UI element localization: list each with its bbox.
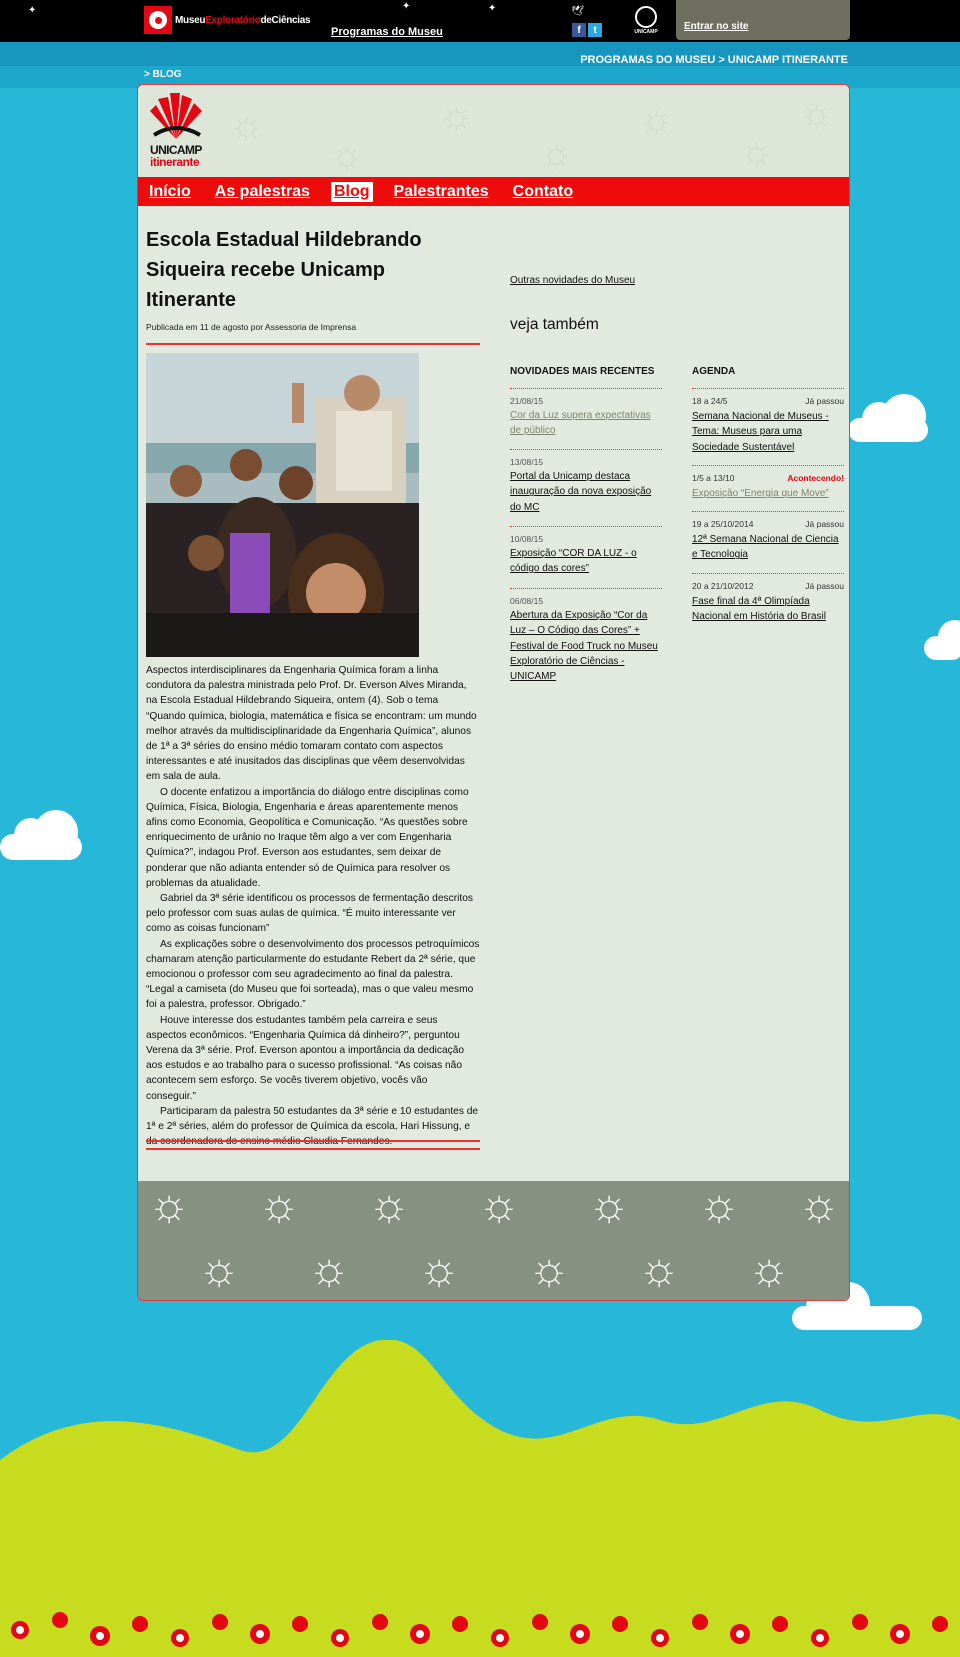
sun-pattern-icon: ☼ <box>368 1178 411 1230</box>
divider <box>692 388 844 389</box>
top-bar <box>0 0 960 42</box>
logo-line1: UNICAMP <box>150 143 202 157</box>
news-item <box>510 457 662 515</box>
article-meta: Publicada em 11 de agosto por Assessoria de Imprensa <box>146 322 357 332</box>
divider <box>692 511 844 512</box>
login-box <box>676 0 850 40</box>
divider <box>510 526 662 527</box>
sun-pattern-icon: ☼ <box>148 1178 191 1230</box>
login-link[interactable]: Entrar no site <box>684 21 749 32</box>
divider <box>146 343 480 345</box>
star-icon: ✦ <box>28 5 37 16</box>
agenda-status: Acontecendo! <box>787 473 844 483</box>
sun-pattern-icon: ☼ <box>638 1242 681 1294</box>
article-photo <box>146 353 419 657</box>
sun-pattern-icon: ☼ <box>478 1178 521 1230</box>
unicamp-sun-icon <box>635 6 657 28</box>
agenda-date: 20 a 21/10/2012 <box>692 581 754 591</box>
museu-logo[interactable] <box>144 6 310 34</box>
cloud <box>792 1306 922 1330</box>
news-link[interactable]: Portal da Unicamp destaca inauguração da nova exposição do MC <box>510 471 652 513</box>
news-link[interactable]: Abertura da Exposição “Cor da Luz – O Código das Cores” + Festival de Food Truck no Museu Exploratório de Ciências - UNICAMP <box>510 610 658 683</box>
sun-pattern-icon: ☼ <box>528 1242 571 1294</box>
article-paragraph: Houve interesse dos estudantes também pela carreira e seus aspectos econômicos. “Engenharia Química dá dinheiro?”, perguntou Verena da 3ª série. Prof. Everson apontou a importância da dedicação aos estudos e ao trabalho para o sucesso profissional. “As coisas não acontecem sem esforço. Se vocês tiverem objetivo, vocês vão conseguir.” <box>146 1014 465 1102</box>
veja-tambem-heading: veja também <box>510 316 599 333</box>
main-nav <box>138 177 849 206</box>
divider <box>692 573 844 574</box>
divider <box>510 588 662 589</box>
nav-as-palestras[interactable]: As palestras <box>214 182 310 200</box>
divider <box>146 1148 480 1150</box>
sun-pattern-icon: ☼ <box>258 1178 301 1230</box>
panel-header <box>138 85 849 177</box>
divider <box>510 449 662 450</box>
sun-pattern-icon: ☼ <box>798 1178 841 1230</box>
news-date: 13/08/15 <box>510 457 544 467</box>
nav-palestrantes[interactable]: Palestrantes <box>393 182 489 200</box>
article-paragraph: Participaram da palestra 50 estudantes da 3ª série e 10 estudantes de 1ª e 2ª séries, além do professor de Química da escola, Hari Hissung, e <box>146 1105 479 1133</box>
article-paragraph: As explicações sobre o desenvolvimento dos processos petroquímicos chamaram atenção particularmente do estudante Rebert da 2ª série, que emocionou o professor com seu agradecimento ao final da palestra. “Legal a camiseta (do Museu que foi sorteada), mas o que valeu mesmo foi a palestra, professor. Obrigado.” <box>146 938 480 1011</box>
agenda-link[interactable]: Exposição “Energia que Move” <box>692 488 829 499</box>
unicamp-itinerante-logo[interactable] <box>144 91 208 171</box>
agenda-status: Já passou <box>805 519 844 529</box>
sun-pattern-icon: ☼ <box>638 97 675 141</box>
sun-pattern-icon: ☼ <box>738 129 775 173</box>
cloud <box>924 636 960 660</box>
students-photo-image <box>146 353 419 657</box>
bird-icon: 🕊 <box>571 6 584 17</box>
nav-contato[interactable]: Contato <box>512 182 574 200</box>
star-icon: ✦ <box>488 3 497 14</box>
divider <box>146 1140 480 1142</box>
social-links <box>572 23 602 37</box>
agenda-status: Já passou <box>805 396 844 406</box>
facebook-icon[interactable]: f <box>572 23 586 37</box>
article-paragraph: Aspectos interdisciplinares da Engenharia Química foram a linha condutora da palestra ministrada pelo Prof. Dr. Everson Alves Miranda, na Escola Estadual Hildebrando Siqueira, ontem (4). Sob o tema “Quando química, biologia, matemática e física se encontram: um mundo melhor através da multidisciplinaridade da Engenharia Química”, alunos de 1ª a 3ª séries do ensino médio tomaram contato com aspectos interessantes e até inusitados das disciplinas que vêem desenvolvidas em sala de aula. <box>146 665 477 783</box>
sun-pattern-icon: ☼ <box>308 1242 351 1294</box>
agenda-item <box>692 519 844 563</box>
divider <box>510 388 662 389</box>
nav-blog[interactable]: Blog <box>331 182 373 202</box>
news-item <box>510 596 662 684</box>
news-item <box>510 534 662 577</box>
panel-footer <box>138 1178 849 1301</box>
news-date: 06/08/15 <box>510 596 544 606</box>
unicamp-label: UNICAMP <box>634 29 658 35</box>
novidades-heading: NOVIDADES MAIS RECENTES <box>510 366 655 377</box>
sun-pattern-icon: ☼ <box>798 91 835 135</box>
breadcrumb[interactable]: PROGRAMAS DO MUSEU > UNICAMP ITINERANTE <box>580 54 848 66</box>
sun-pattern-icon: ☼ <box>698 1178 741 1230</box>
cloud <box>848 418 928 442</box>
star-icon: ✦ <box>402 1 411 12</box>
sun-pattern-icon: ☼ <box>538 131 575 175</box>
landscape-illustration <box>0 1340 960 1657</box>
sun-pattern-icon: ☼ <box>418 1242 461 1294</box>
sun-pattern-icon: ☼ <box>748 1242 791 1294</box>
outras-novidades-link[interactable]: Outras novidades do Museu <box>510 275 636 286</box>
sub-breadcrumb[interactable]: > BLOG <box>144 69 182 80</box>
programas-link[interactable]: Programas do Museu <box>331 26 443 38</box>
cloud <box>0 834 82 860</box>
nav-inicio[interactable]: Início <box>149 182 191 200</box>
agenda-date: 19 a 25/10/2014 <box>692 519 754 529</box>
agenda-date: 18 a 24/5 <box>692 396 728 406</box>
agenda-link[interactable]: Fase final da 4ª Olimpíada Nacional em História do Brasil <box>692 596 826 623</box>
sun-pattern-icon: ☼ <box>328 133 365 177</box>
unicamp-logo[interactable] <box>631 6 661 35</box>
news-link[interactable]: Exposição “COR DA LUZ - o código das cores” <box>510 548 637 575</box>
sun-pattern-icon: ☼ <box>228 103 265 147</box>
unicamp-itinerante-logo-icon <box>148 91 204 141</box>
museu-logo-icon <box>144 6 172 34</box>
agenda-link[interactable]: Semana Nacional de Museus - Tema: Museus para uma Sociedade Sustentável <box>692 411 829 453</box>
news-link[interactable]: Cor da Luz supera expectativas de público <box>510 410 651 437</box>
news-date: 21/08/15 <box>510 396 544 406</box>
main-panel <box>137 84 850 1301</box>
twitter-icon[interactable]: t <box>588 23 602 37</box>
agenda-status: Já passou <box>805 581 844 591</box>
article-title: Escola Estadual Hildebrando Siqueira recebe Unicamp Itinerante <box>146 229 422 311</box>
news-item <box>510 396 662 439</box>
news-date: 10/08/15 <box>510 534 544 544</box>
agenda-date: 1/5 a 13/10 <box>692 473 735 483</box>
agenda-link[interactable]: 12ª Semana Nacional de Ciencia e Tecnologia <box>692 534 839 561</box>
article-paragraph: O docente enfatizou a importância do diálogo entre disciplinas como Química, Física, Biologia, Engenharia e áreas aparentemente menos afins como Economia, Geopolítica e Comunicação. “As questões sobre enriquecimento de urânio no Iraque têm algo a ver com Engenharia Química?”, indagou Prof. Everson aos estudantes, sem deixar de ponderar que não adianta entender só de Química para resolver os problemas da atualidade. <box>146 786 469 889</box>
sun-pattern-icon: ☼ <box>198 1242 241 1294</box>
divider <box>692 465 844 466</box>
sun-pattern-icon: ☼ <box>588 1178 631 1230</box>
agenda-heading: AGENDA <box>692 366 736 377</box>
museu-logo-text: MuseuExploratóriodeCiências <box>175 14 311 26</box>
article-paragraph: Gabriel da 3ª série identificou os processos de fermentação descritos pelo professor com suas aulas de química. “É muito interessante ver como as coisas funcionam” <box>146 893 473 935</box>
agenda-item <box>692 581 844 625</box>
agenda-item <box>692 473 844 501</box>
logo-line2: itinerante <box>150 155 200 169</box>
sun-pattern-icon: ☼ <box>438 93 475 137</box>
article-body <box>146 663 480 1150</box>
agenda-item <box>692 396 844 455</box>
